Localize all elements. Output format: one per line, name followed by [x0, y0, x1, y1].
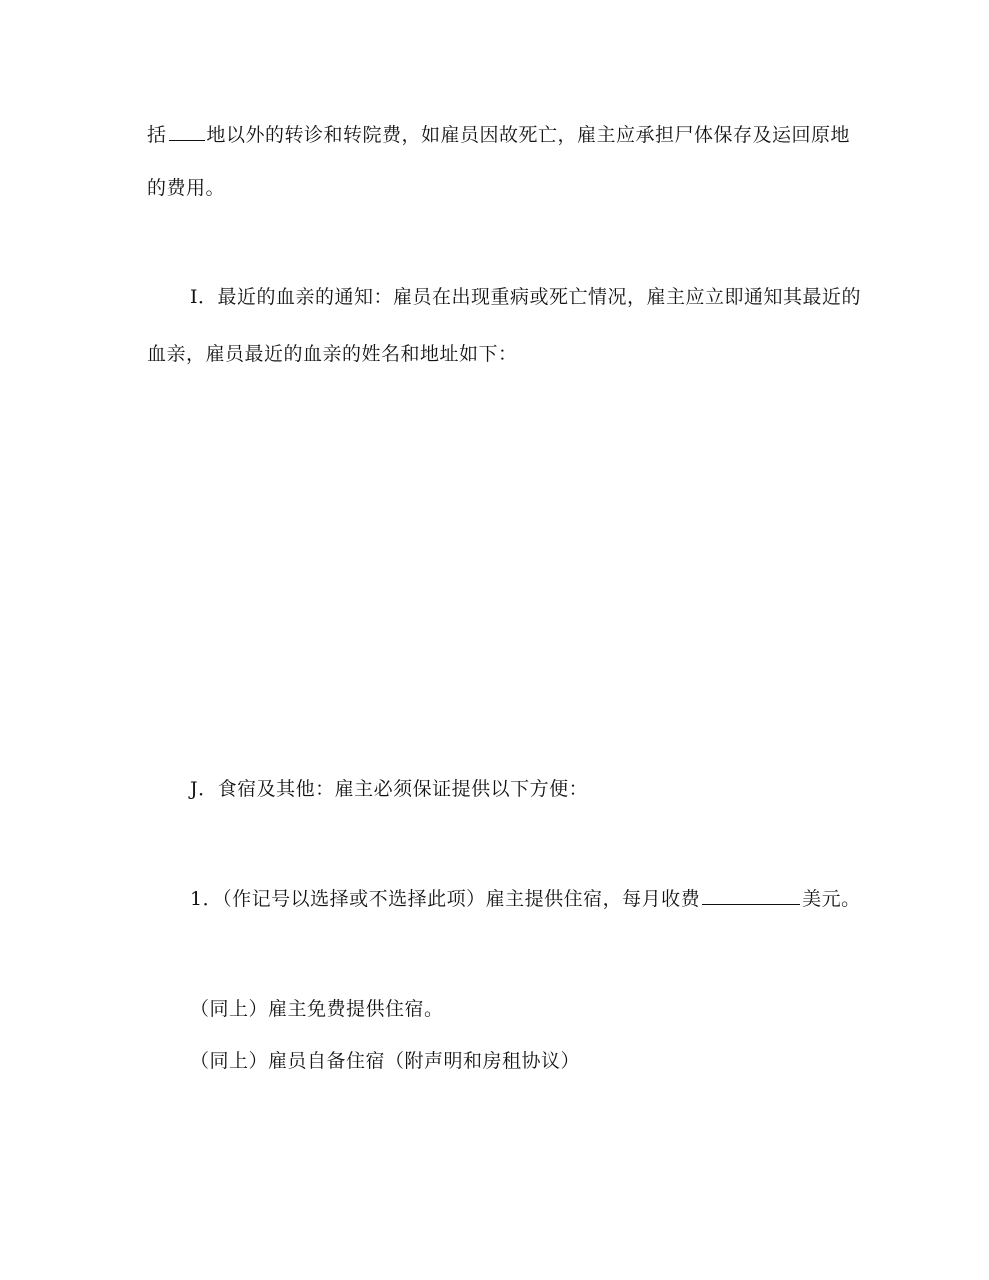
- medical-paragraph-line-1: [147, 122, 850, 147]
- location-blank-field[interactable]: [169, 122, 205, 141]
- section-j-heading: J．食宿及其他：雇主必须保证提供以下方便：: [190, 778, 589, 800]
- section-j-item-2: （同上）雇主免费提供住宿。: [190, 998, 444, 1020]
- item-1-text: 1．（作记号以选择或不选择此项）雇主提供住宿，每月收费: [190, 888, 701, 910]
- section-i-line-2: 血亲，雇员最近的血亲的姓名和地址如下：: [147, 343, 518, 365]
- medical-paragraph-line-2: 的费用。: [147, 177, 226, 199]
- medical-text-start: 括: [147, 124, 167, 146]
- section-i-line-1: I．最近的血亲的通知：雇员在出现重病或死亡情况，雇主应立即通知其最近的: [190, 286, 862, 308]
- section-j-item-3: （同上）雇员自备住宿（附声明和房租协议）: [190, 1050, 581, 1072]
- medical-text-rest: 地以外的转诊和转院费，如雇员因故死亡，雇主应承担尸体保存及运回原地: [206, 124, 851, 146]
- monthly-fee-blank-field[interactable]: [702, 886, 800, 905]
- item-1-currency: 美元。: [802, 888, 861, 910]
- section-j-item-1: [190, 886, 861, 911]
